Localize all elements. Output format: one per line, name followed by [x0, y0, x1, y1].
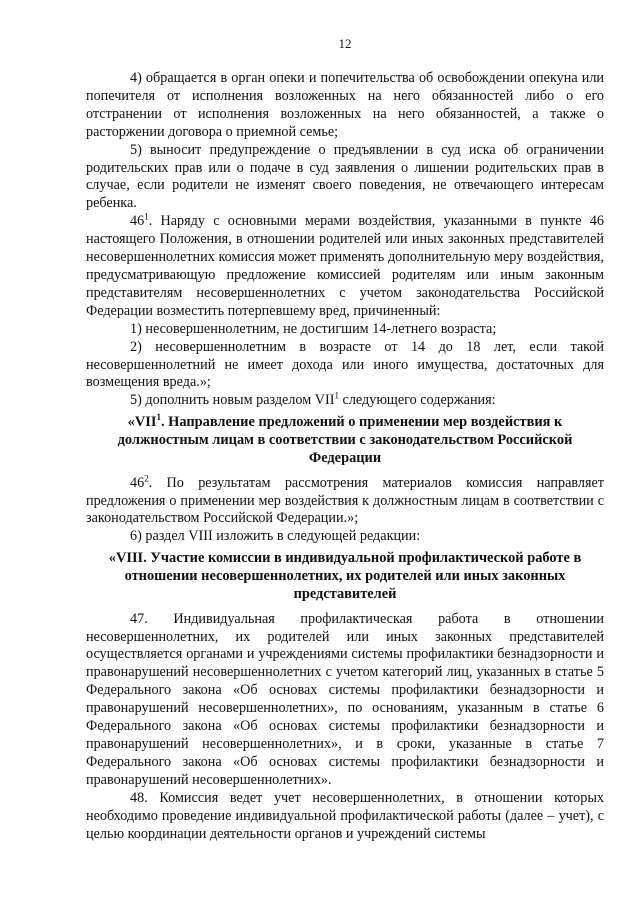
- paragraph-46-1-text: . Наряду с основными мерами воздействия, указанными в пункте 46 настоящего Положения, в отношении родителей или иных законных представителей несовершеннолетних комиссия может применять дополнительную меру воздействия, предусматривающую предложение комиссией родителям или иным законным представителям несовершеннолетних с учетом законодательства Российской Федерации возместить потерпевшему вред, причиненный:: [86, 213, 604, 319]
- paragraph-46-1: [86, 213, 604, 320]
- section-viii-heading: «VIII. Участие комиссии в индивидуальной профилактической работе в отношении несовершеннолетних, их родителей или иных законных представителей: [108, 550, 582, 602]
- item-5-amendment-superscript: 1: [334, 390, 339, 401]
- item-46-1-1: 1) несовершеннолетним, не достигшим 14-летнего возраста;: [130, 320, 497, 337]
- item-4: 4) обращается в орган опеки и попечительства об освобождении опекуна или попечителя от исполнения возложенных на него обязанностей либо о его отстранении от исполнения возложенных на него обязанностей, а также о расторжении договора о приемной семье;: [86, 70, 604, 140]
- section-vii-1-heading-superscript: 1: [156, 412, 161, 423]
- paragraph-47: 47. Индивидуальная профилактическая работа в отношении несовершеннолетних, их родителей или иных законных представителей осуществляется органами и учреждениями системы профилактики безнадзорности и правонарушений несовершеннолетних с учетом категорий лиц, указанных в статье 5 Федерального закона «Об основах системы профилактики безнадзорности и правонарушений несовершеннолетних», по основаниям, указанным в статье 6 Федерального закона «Об основах системы профилактики безнадзорности и правонарушений несовершеннолетних», и в сроки, указанные в статье 7 Федерального закона «Об основах системы профилактики безнадзорности и правонарушений несовершеннолетних».: [86, 610, 604, 788]
- paragraph-48: 48. Комиссия ведет учет несовершеннолетних, в отношении которых необходимо проведение индивидуальной профилактической работы (далее – учет), с целью координации деятельности органов и учреждений системы: [86, 789, 604, 842]
- item-5: 5) выносит предупреждение о предъявлении в суд иска об ограничении родительских прав или о подаче в суд заявления о лишении родительских прав в случае, если родители не изменят своего поведения, не отвечающего интересам ребенка.: [86, 141, 604, 212]
- paragraph-46-1-superscript: 1: [144, 211, 149, 222]
- item-5-amendment-text-a: 5) дополнить новым разделом VII: [130, 392, 335, 409]
- section-vii-1-heading-a: «VII: [127, 414, 157, 431]
- paragraph-46-2-superscript: 2: [144, 472, 149, 483]
- paragraph-46-1-number: 46: [130, 213, 145, 230]
- item-5-amendment-text-b: следующего содержания:: [338, 392, 496, 409]
- paragraph-46-2: [86, 472, 604, 529]
- item-6: 6) раздел VIII изложить в следующей редакции:: [130, 528, 421, 545]
- page-number: 12: [338, 36, 352, 51]
- item-46-1-2: 2) несовершеннолетним в возрасте от 14 до 18 лет, если такой несовершеннолетний не имеет дохода или иного имущества, достаточных для возмещения вреда.»;: [86, 338, 604, 391]
- section-vii-1-heading-b: . Направление предложений о применении мер воздействия к должностным лицам в соответствии с законодательством Российской Федерации: [117, 414, 573, 466]
- item-5-amendment: [86, 392, 604, 410]
- paragraph-46-2-number: 46: [130, 474, 145, 491]
- section-vii-1-heading: [86, 414, 604, 467]
- paragraph-46-2-text: . По результатам рассмотрения материалов комиссия направляет предложения о применении мер воздействия к должностным лицам в соответствии с законодательством Российской Федерации.»;: [86, 474, 604, 527]
